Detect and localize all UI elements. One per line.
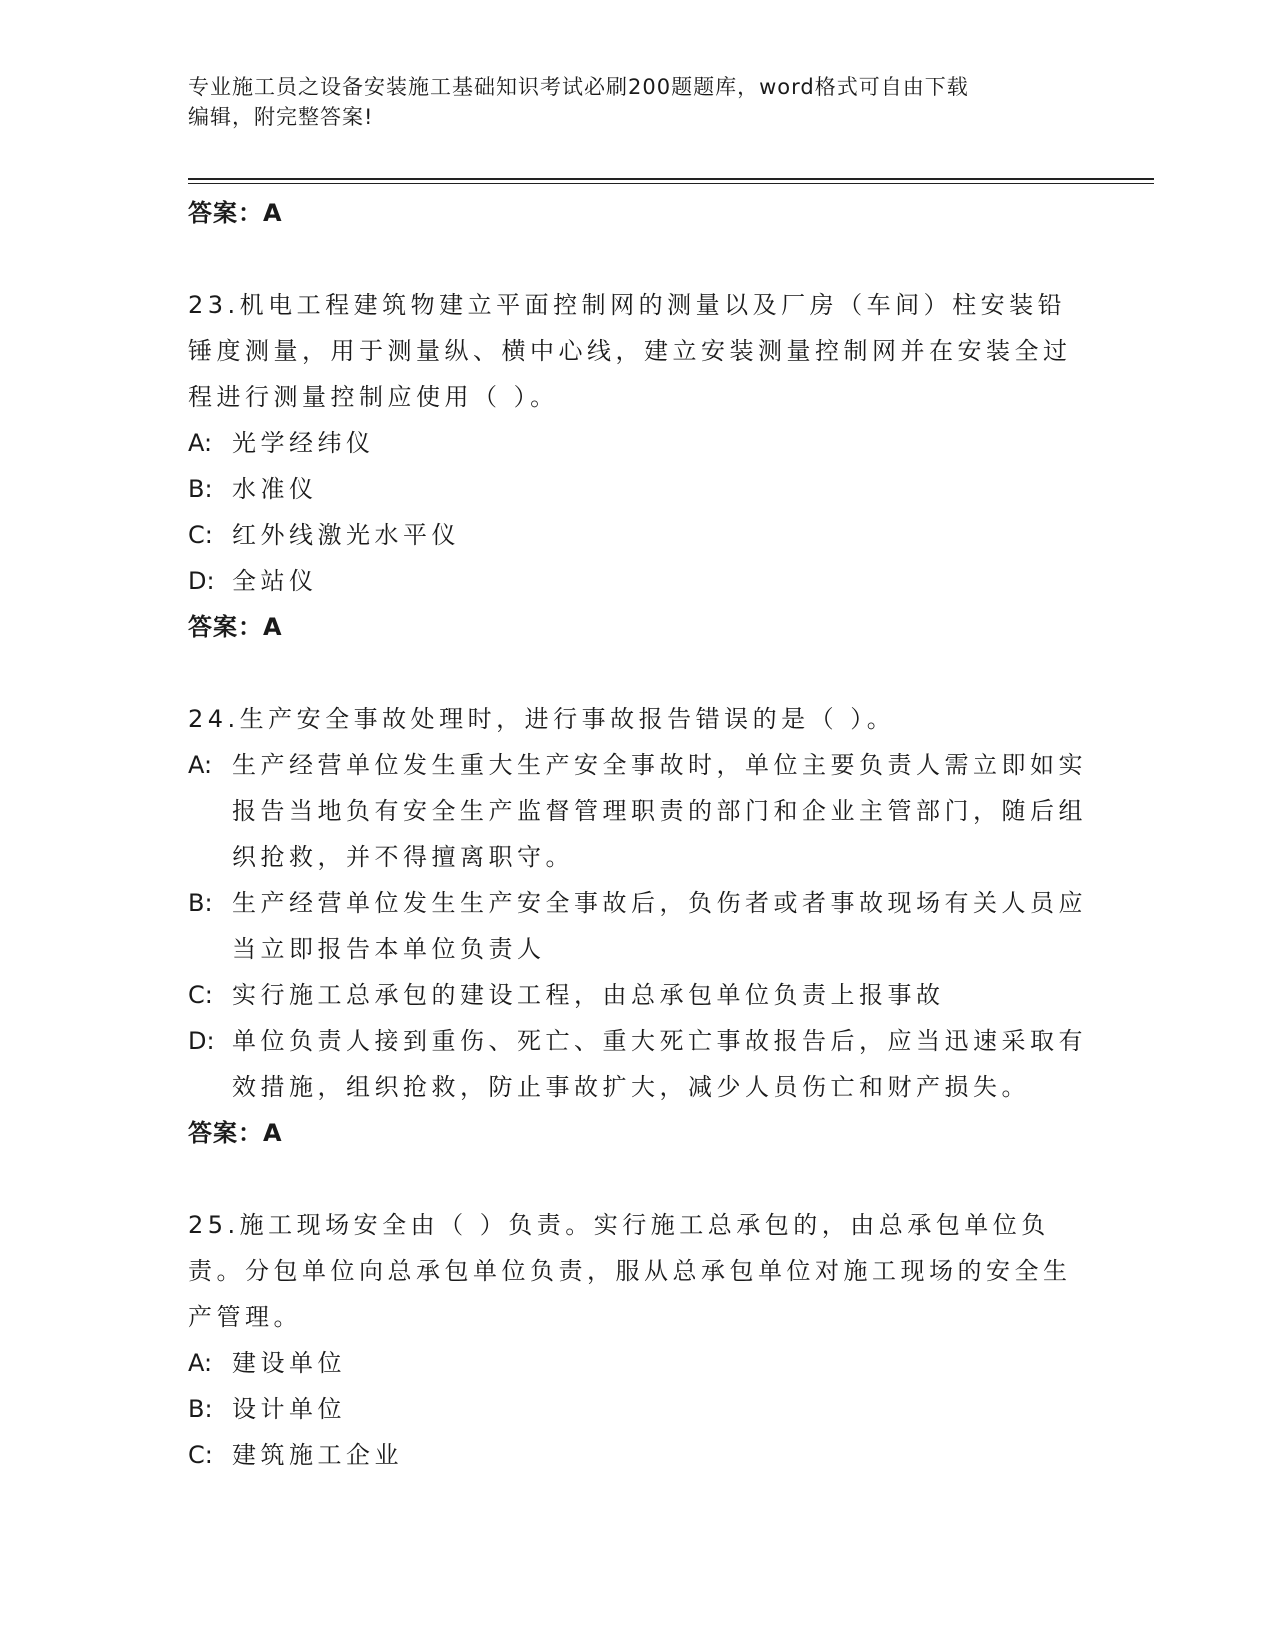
option-text: 生产经营单位发生生产安全事故后，负伤者或者事故现场有关人员应当立即报告本单位负责人 (232, 889, 1087, 963)
option-a (188, 420, 1088, 466)
option-b (188, 1386, 1088, 1432)
question-stem: 24.生产安全事故处理时，进行事故报告错误的是（ ）。 (188, 705, 896, 733)
option-b (188, 466, 1088, 512)
header-line-2: 编辑，附完整答案! (188, 105, 374, 129)
option-letter: A: (188, 429, 213, 457)
option-a (188, 1340, 1088, 1386)
answer: 答案：A (188, 1119, 283, 1147)
option-letter: C: (188, 981, 213, 1009)
option-text: 全站仪 (232, 567, 318, 595)
header-divider-thick (188, 178, 1154, 180)
question-23 (188, 282, 1088, 650)
option-text: 设计单位 (232, 1395, 346, 1423)
header-line-1: 专业施工员之设备安装施工基础知识考试必刷200题题库，word格式可自由下载 (188, 75, 969, 99)
option-text: 光学经纬仪 (232, 429, 375, 457)
option-letter: D: (188, 567, 215, 595)
option-text: 建设单位 (232, 1349, 346, 1377)
option-text: 生产经营单位发生重大生产安全事故时，单位主要负责人需立即如实报告当地负有安全生产监督管理职责的部门和企业主管部门，随后组织抢救，并不得擅离职守。 (232, 751, 1087, 871)
option-c (188, 1432, 1088, 1478)
option-letter: C: (188, 521, 213, 549)
question-stem: 23.机电工程建筑物建立平面控制网的测量以及厂房（车间）柱安装铅锤度测量，用于测量纵、横中心线，建立安装测量控制网并在安装全过程进行测量控制应使用（ ）。 (188, 291, 1072, 411)
option-d (188, 558, 1088, 604)
option-letter: B: (188, 1395, 213, 1423)
answer-previous: 答案：A (188, 199, 283, 227)
option-letter: A: (188, 751, 213, 779)
answer: 答案：A (188, 613, 283, 641)
option-letter: A: (188, 1349, 213, 1377)
option-letter: B: (188, 475, 213, 503)
option-c (188, 512, 1088, 558)
option-letter: D: (188, 1027, 215, 1055)
header-divider-thin (188, 183, 1154, 184)
option-text: 红外线激光水平仪 (232, 521, 460, 549)
spacer (188, 650, 1088, 696)
option-text: 单位负责人接到重伤、死亡、重大死亡事故报告后，应当迅速采取有效措施，组织抢救，防止事故扩大，减少人员伤亡和财产损失。 (232, 1027, 1087, 1101)
document-body (188, 190, 1088, 1478)
page-header (188, 72, 1068, 132)
question-stem: 25.施工现场安全由（ ）负责。实行施工总承包的，由总承包单位负责。分包单位向总承包单位负责，服从总承包单位对施工现场的安全生产管理。 (188, 1211, 1072, 1331)
option-text: 水准仪 (232, 475, 318, 503)
option-letter: B: (188, 889, 213, 917)
spacer (188, 236, 1088, 282)
question-24 (188, 696, 1088, 1156)
question-25 (188, 1202, 1088, 1478)
option-text: 实行施工总承包的建设工程，由总承包单位负责上报事故 (232, 981, 945, 1009)
option-b (188, 880, 1088, 972)
option-letter: C: (188, 1441, 213, 1469)
spacer (188, 1156, 1088, 1202)
option-d (188, 1018, 1088, 1110)
option-a (188, 742, 1088, 880)
option-c (188, 972, 1088, 1018)
option-text: 建筑施工企业 (232, 1441, 403, 1469)
